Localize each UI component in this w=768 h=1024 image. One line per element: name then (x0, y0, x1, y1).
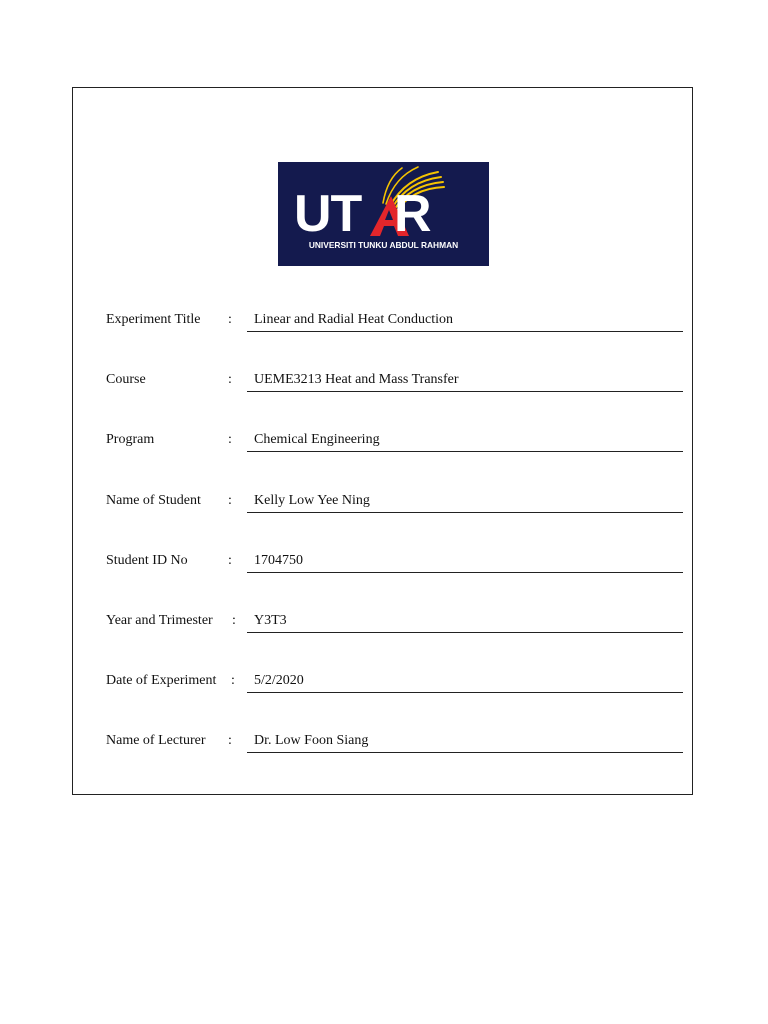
field-colon: : (228, 553, 232, 568)
field-value: Y3T3 (254, 613, 287, 628)
field-colon: : (228, 493, 232, 508)
field-label: Program (106, 432, 155, 447)
logo-word-a (357, 185, 394, 243)
field-course (106, 372, 683, 402)
logo-word-end: R (394, 185, 431, 243)
field-underline (247, 632, 683, 633)
field-label: Year and Trimester (106, 613, 213, 628)
field-label: Name of Lecturer (106, 733, 206, 748)
logo-wordmark (294, 185, 431, 243)
field-program (106, 432, 683, 462)
field-label: Course (106, 372, 146, 387)
field-value: 1704750 (254, 553, 303, 568)
field-label: Date of Experiment (106, 673, 217, 688)
field-experiment-title (106, 312, 683, 342)
field-colon: : (228, 733, 232, 748)
logo-word-start: UT (294, 185, 358, 243)
field-label: Student ID No (106, 553, 188, 568)
field-colon: : (228, 312, 232, 327)
field-name-of-lecturer (106, 733, 683, 763)
field-date-of-experiment (106, 673, 683, 703)
field-underline (247, 512, 683, 513)
field-value: Linear and Radial Heat Conduction (254, 312, 454, 327)
field-student-id (106, 553, 683, 583)
field-underline (247, 451, 683, 452)
field-value: Kelly Low Yee Ning (254, 493, 370, 508)
utar-logo (278, 162, 489, 266)
field-colon: : (232, 613, 236, 628)
field-value: 5/2/2020 (254, 673, 304, 688)
field-label: Experiment Title (106, 312, 201, 327)
field-label: Name of Student (106, 493, 201, 508)
field-value: UEME3213 Heat and Mass Transfer (254, 372, 459, 387)
field-year-and-trimester (106, 613, 683, 643)
field-colon: : (228, 372, 232, 387)
field-underline (247, 692, 683, 693)
field-underline (247, 391, 683, 392)
field-name-of-student (106, 493, 683, 523)
field-underline (247, 331, 683, 332)
logo-subtitle: UNIVERSITI TUNKU ABDUL RAHMAN (308, 240, 459, 250)
field-value: Chemical Engineering (254, 432, 380, 447)
field-colon: : (231, 673, 235, 688)
field-value: Dr. Low Foon Siang (254, 733, 369, 748)
field-underline (247, 752, 683, 753)
field-colon: : (228, 432, 232, 447)
field-underline (247, 572, 683, 573)
